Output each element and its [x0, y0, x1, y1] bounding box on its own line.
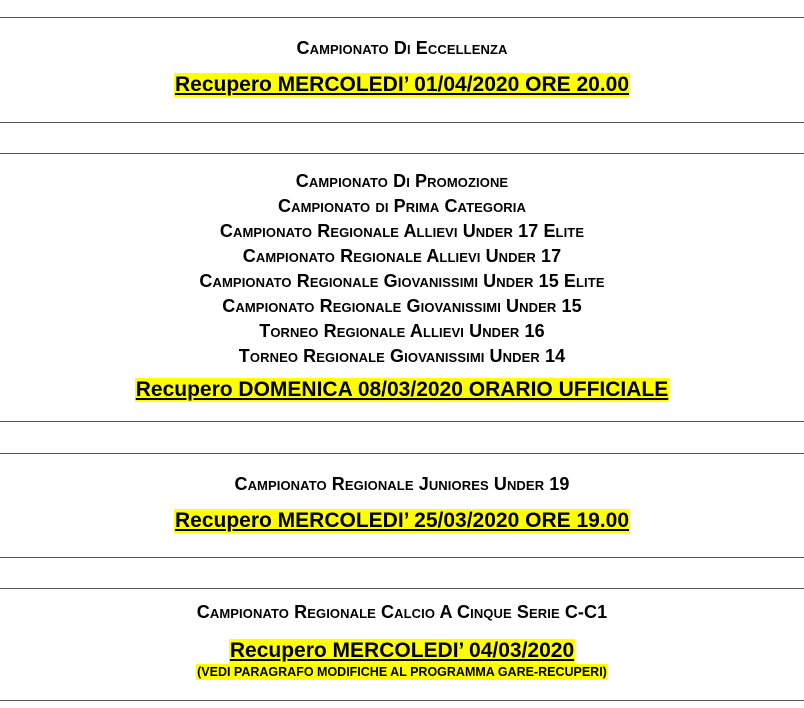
championship-title: Campionato Regionale Allievi Under 17 Elite [219, 221, 585, 241]
recupero-date: Recupero DOMENICA 08/03/2020 ORARIO UFFICIALE [135, 378, 669, 401]
championship-title: Campionato Regionale Calcio A Cinque Serie C-C1 [196, 602, 608, 622]
championship-title: Campionato Di Promozione [295, 171, 509, 191]
recupero-date: Recupero MERCOLEDI’ 01/04/2020 ORE 20.00 [174, 73, 630, 96]
section-juniores [0, 472, 804, 533]
championship-title: Campionato Regionale Allievi Under 17 [242, 246, 562, 266]
divider-line [0, 557, 804, 558]
divider-line [0, 453, 804, 454]
section-promozione-giovanili [0, 169, 804, 402]
championship-title: Campionato Regionale Giovanissimi Under 15 [222, 296, 582, 316]
championship-title: Campionato Di Eccellenza [296, 38, 508, 58]
divider-line [0, 122, 804, 123]
divider-line [0, 153, 804, 154]
recupero-note: (VEDI PARAGRAFO MODIFICHE AL PROGRAMMA GARE-RECUPERI) [197, 665, 607, 679]
divider-line [0, 17, 804, 18]
divider-line [0, 588, 804, 589]
recupero-date: Recupero MERCOLEDI’ 25/03/2020 ORE 19.00 [174, 509, 630, 532]
divider-line [0, 700, 804, 701]
championship-title: Campionato Regionale Juniores Under 19 [234, 474, 570, 494]
section-eccellenza [0, 36, 804, 97]
championship-title: Campionato di Prima Categoria [277, 196, 526, 216]
championship-title: Torneo Regionale Allievi Under 16 [259, 321, 545, 341]
divider-line [0, 421, 804, 422]
section-calcio-a-cinque [0, 600, 804, 681]
championship-title: Torneo Regionale Giovanissimi Under 14 [238, 346, 566, 366]
championship-title: Campionato Regionale Giovanissimi Under 15 Elite [199, 271, 605, 291]
recupero-date: Recupero MERCOLEDI’ 04/03/2020 [229, 639, 575, 662]
